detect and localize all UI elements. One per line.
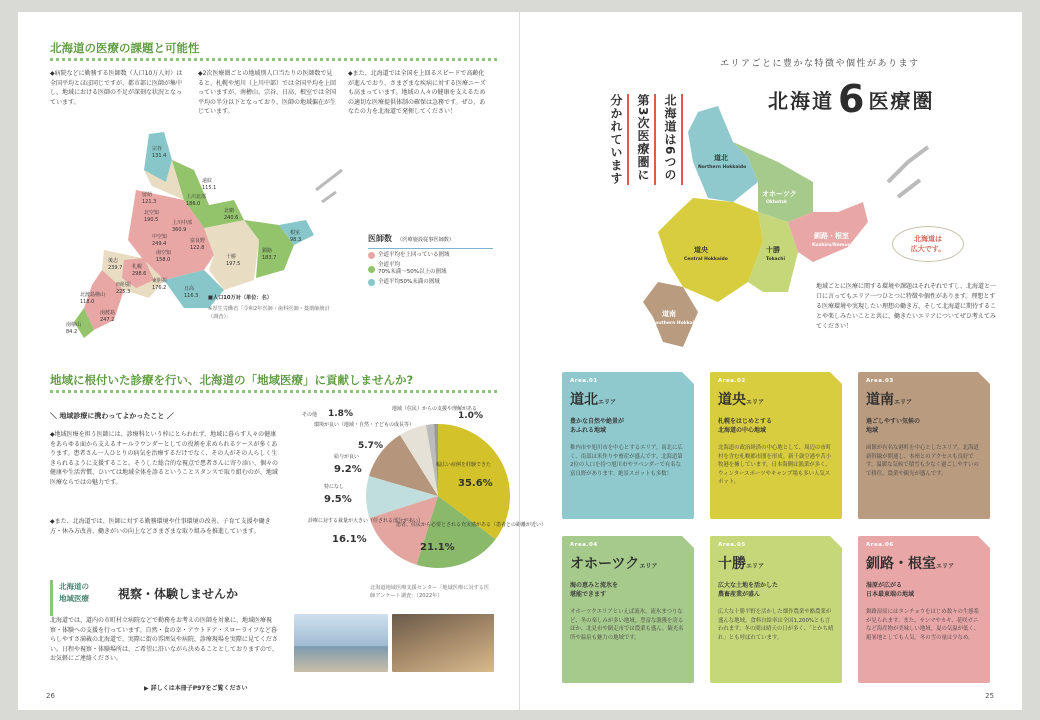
svg-text:Southern Hokkaido: Southern Hokkaido (652, 321, 701, 326)
page-number-left: 26 (46, 692, 55, 700)
section3-title: 視察・体験しませんか (118, 587, 239, 601)
section2-subtitle: ＼ 地域診療に携わってよかったこと ／ (50, 412, 174, 420)
section1-col1: ◆病院などに勤務する医師数（人口10万人対）は全国平均とほぼ同じですが、都市部に医師が集中し、地域における医師の不足が深刻な状況となっています。 (50, 70, 183, 106)
value-minami-sorachi: 158.0 (156, 257, 171, 263)
pie-label-discretion: 診療に対する裁量が大きい（任される部分が多い） (308, 518, 424, 524)
map-source: ※厚生労働省「令和2年医師・歯科医師・薬剤師統計（調査）」 (208, 306, 330, 320)
pie-label-fulfillment: 患者、住民から必要とされる充実感がある（患者との距離が近い） (396, 522, 547, 528)
right-page (520, 12, 1022, 710)
legend-subtitle: （医療施設従事医師数） (397, 237, 455, 243)
label-rumoi: 留萌 (142, 192, 153, 198)
value-souya: 131.4 (152, 153, 167, 159)
svg-text:道北: 道北 (714, 154, 728, 162)
page-number-right: 25 (985, 692, 994, 700)
section2-title: 地域に根付いた診療を行い、北海道の「地域医療」に貢献しませんか? (50, 373, 414, 387)
label-higashi-iburi: 東胆振 (152, 278, 168, 284)
tagline: エリアごとに豊かな特徴や個性があります (720, 59, 920, 69)
photo-interior (392, 614, 494, 672)
label-naka-sorachi: 中空知 (152, 234, 168, 240)
pie-pct-wide-cases: 35.6% (458, 478, 493, 489)
area-card-dounan: Area.03 道南エリア 過ごしやすい気候の 地域 函館が有名な港町を中心としたエリア。北海道新幹線が開通し、本州とのアクセスも良好です。温暖な気候で積雪も少なく過ごしやすいので移住、農業や観光が盛んです。 (858, 372, 990, 519)
svg-text:Kushiro/Nemuro: Kushiro/Nemuro (812, 243, 854, 248)
kuril-islands (316, 170, 342, 202)
pie-pct-fulfillment: 21.1% (420, 542, 455, 553)
photo-lake (294, 614, 388, 672)
label-sapporo: 札幌 (132, 264, 143, 270)
vertical-intro: 北海道は6つの 第3次医療圏に 分かれています (608, 94, 683, 185)
pie-label-environment: 環境が良い（地域・自然・子どもの成長等） (314, 422, 415, 428)
label-kita-oshima: 北渡島檜山 (80, 292, 106, 298)
value-sapporo: 298.6 (132, 271, 147, 277)
legend-dot-blue (368, 279, 375, 286)
magazine-spread (18, 12, 1022, 710)
callout-bubble: 北海道は 広大です。 (892, 226, 964, 262)
svg-text:釧路・根室: 釧路・根室 (814, 232, 849, 240)
label-nemuro: 根室 (290, 230, 301, 236)
pie-pct-discretion: 16.1% (332, 534, 367, 545)
legend-rule (368, 248, 493, 249)
label-tokachi: 十勝 (226, 254, 237, 260)
label-hidaka: 日高 (184, 286, 195, 292)
area-card-okhotsk: Area.04 オホーツクエリア 海の恵みと流氷を 堪能できます オホーツクエリアといえば流氷。流氷まつりなど、冬の楽しみが多い地域。豊富な漁獲を誇るほか、北見市や網走市では農業も盛ん。観光名所や温泉も魅力の地域です。 (562, 536, 694, 683)
pie-label-wide-cases: 幅広い症例を経験できた (436, 462, 492, 468)
area-card-tokachi: Area.05 十勝エリア 広大な土地を活かした 農畜産業が盛ん 広大な十勝平野を活かした畑作農業や酪農業が盛んな地域。食料自給率は全国1,200%とも言われます。冬の間は晴天の日が多く、「とかち晴れ」とも呼ばれています。 (710, 536, 842, 683)
map-unit-note: ■人口10万対（単位：名） (208, 295, 272, 301)
pie-pct-other: 1.8% (328, 409, 353, 419)
value-kushiro: 183.7 (262, 255, 277, 261)
label-kushiro: 釧路 (262, 248, 273, 254)
label-souya: 宗谷 (152, 146, 163, 152)
more-link[interactable]: ▶ 詳しくは本冊子P97をご覧ください (144, 685, 248, 692)
value-kita-sorachi: 190.5 (144, 217, 159, 223)
left-page (18, 12, 547, 710)
pie-pct-support: 1.0% (458, 411, 483, 421)
pie-pct-environment: 5.7% (358, 441, 383, 451)
region-kuril (888, 147, 928, 197)
experience-pie-chart (288, 404, 547, 604)
area-card-dohoku: Area.01 道北エリア 豊かな自然や絶景が あふれる地域 稚内市や旭川市を中心とするエリア。南北に広く、南部は米作りや畜産が盛んです。北海道第2位の人口を持つ旭川市やラベンダーで有名な富良野があります。絶景スポットも多数！ (562, 372, 694, 519)
label-nishi-iburi: 西胆振 (116, 282, 132, 288)
value-nemuro: 98.3 (290, 237, 302, 243)
value-tokachi: 197.5 (226, 261, 241, 267)
value-hidaka: 116.3 (184, 293, 199, 299)
value-kita-oshima: 118.0 (80, 299, 95, 305)
svg-text:道南: 道南 (662, 310, 676, 318)
svg-text:Northern Hokkaido: Northern Hokkaido (698, 165, 747, 170)
pie-label-none: 特になし (324, 484, 345, 490)
label-shiribeshi: 後志 (108, 258, 119, 264)
value-naka-sorachi: 249.4 (152, 241, 167, 247)
section3-body: 北海道では、道内の市町村立病院などで勤務をお考えの医師を対象に、地域医療視察・体験への支援を行っています。自然・食の幸・アウトドア・スローライフなど暮らしやすさ満載の北海道で、実際に街の雰囲気や病院、診療現場を実際に見てください。日程や視察・体験場所は、ご希望に沿いながら決めることとしておりますので、お気軽にご連絡ください。 (50, 617, 278, 662)
label-minami-oshima: 南渡島 (100, 310, 116, 316)
pie-source: 北海道地域医療支援センター「地域医療に対する医師アンケート調査」（2022年） (370, 585, 490, 599)
pie-pct-salary: 9.2% (334, 464, 362, 475)
svg-text:Tokachi: Tokachi (766, 257, 786, 262)
svg-text:オホーツク: オホーツク (762, 190, 797, 198)
legend-item-below: 全道平均50%未満の圏域 (368, 279, 493, 286)
legend-item-above: 全道平均を上回っている圏域 (368, 252, 493, 259)
section2-rule (50, 390, 498, 393)
right-intro: 地域ごとに医療に関する環境や課題はそれぞれですし、北海道と一口に言ってもエリア一つひとつに特徴や個性があります。理想とする医療環境や実現したい理想の働き方、そして北海道に期待することや楽しみたいことと共に、働きたいエリアについてぜひ考えてみてください！ (816, 283, 997, 330)
value-kamikawa-central: 360.9 (172, 227, 187, 233)
value-furano: 122.8 (190, 245, 205, 251)
pie-label-support: 地域（住民）からの支援や理解がある (392, 406, 478, 412)
label-furano: 富良野 (190, 238, 206, 244)
value-enmon: 115.1 (202, 185, 217, 191)
legend-dot-green (368, 266, 375, 273)
value-kamikawa-north: 186.0 (186, 201, 201, 207)
section1-title: 北海道の医療の課題と可能性 (50, 41, 200, 55)
value-minami-oshima: 247.2 (100, 317, 115, 323)
label-kamikawa-north: 上川北部 (186, 194, 207, 200)
label-minami-hiyama: 南檜山 (66, 322, 82, 328)
value-rumoi: 121.3 (142, 199, 157, 205)
value-minami-hiyama: 84.2 (66, 329, 78, 335)
svg-text:十勝: 十勝 (766, 246, 780, 254)
section2-p1: ◆地域医療を担う医師には、診療科という枠にとらわれず、地域に暮らす人々の健康をあらゆる面から支えるオールラウンダーとしての役割を求められるケースが多くあります。患者さん一人ひとりの病気を治療するだけでなく、その人がその人らしく生きられるように支援すること。そうした総合的な視点で患者さんに寄り添い、個々の健康や生活習慣、ひいては地域全体を診るということスタンスで取り組むのが、地域医療ならではの魅力です。 (50, 431, 279, 486)
doctor-legend (368, 226, 493, 286)
svg-text:Central Hokkaido: Central Hokkaido (684, 257, 728, 262)
label-minami-sorachi: 南空知 (156, 250, 172, 256)
label-enmon: 遠紋 (202, 178, 213, 184)
value-nishi-iburi: 225.3 (116, 289, 131, 295)
section1-col2: ◆2次医療圏ごとの地域別人口当たりの医師数で見ると、札幌や旭川（上川中部）では全国平均を上回っていますが、南檜山、宗谷、日高、根室では全国平均の半分以下となっており、医師の地域偏在が生じています。 (198, 70, 337, 115)
area-card-douou: Area.02 道央エリア 札幌をはじめとする 北海道の中心地域 北海道の政治経済の中心地として、周辺の市町村を含む札幌都市圏を形成。新千歳空港や苫小牧港を擁しています。日本海側は漁業が多く、ウィンタースポーツやキャンプ場も多い人気スポット。 (710, 372, 842, 519)
value-higashi-iburi: 176.2 (152, 285, 167, 291)
legend-dot-pink (368, 252, 375, 259)
section2-p2: ◆また、北海道では、医師に対する勤務環境や仕事環境の改善、子育て支援や働き方・休み方改善、働きがいの向上などさまざまな取り組みを推進しています。 (50, 518, 271, 535)
pie-label-salary: 給与が良い (334, 454, 360, 460)
pie-pct-none: 9.5% (324, 494, 352, 505)
pie-label-other: その他 (302, 412, 318, 418)
label-kamikawa-central: 上川中部 (172, 220, 193, 226)
svg-text:道央: 道央 (694, 246, 708, 254)
section1-rule (50, 58, 498, 61)
label-hokumou: 北網 (224, 208, 235, 214)
legend-title: 医師数 (368, 234, 392, 243)
section1-col3: ◆また、北海道では全国を上回るスピードで高齢化が進んでおり、さまざまな疾病に対する医療ニーズも高まっています。地域の人々の健康を支えるための適切な医療提供体制の確保は急務です。ぜひ、あなたの力を北海道で発揮してください！ (348, 70, 486, 115)
main-title: 北海道 6 医療圏 (768, 77, 935, 121)
label-kita-sorachi: 北空知 (144, 210, 160, 216)
section3-label: 北海道の 地域医療 (50, 580, 114, 616)
value-shiribeshi: 239.7 (108, 265, 123, 271)
svg-text:Okhotsk: Okhotsk (766, 200, 787, 205)
legend-item-middle: 全道平均 70%未満〜50%以上の圏域 (368, 262, 493, 276)
area-card-kushiro-nemuro: Area.06 釧路・根室エリア 湿原が広がる 日本最東端の地域 釧路湿原にはタンチョウをはじめ数々の生態系が見られます。また、サンマやカキ、花咲ガニなど海産物が美味しい地域。夏の気温が低く、避暑地としても人気。冬の雪の量は少なめ。 (858, 536, 990, 683)
value-hokumou: 240.6 (224, 215, 239, 221)
